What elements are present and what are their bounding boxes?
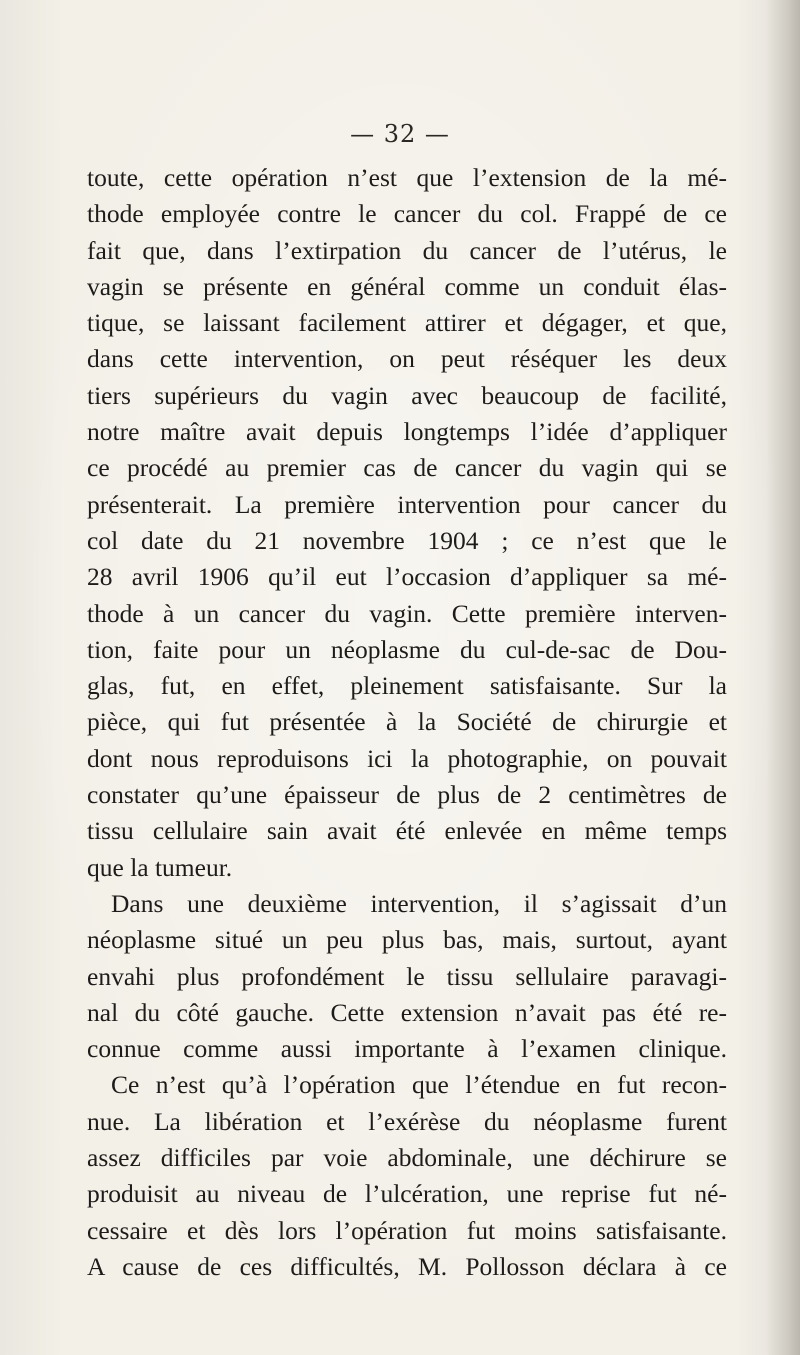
text-line: toute, cette opération n’est que l’extension de la mé- xyxy=(87,163,727,192)
text-line: 28 avril 1906 qu’il eut l’occasion d’appliquer sa mé- xyxy=(87,562,727,592)
text-line: produisit au niveau de l’ulcération, une reprise fut né- xyxy=(87,1179,727,1209)
page-number: — 32 — xyxy=(350,120,450,148)
text-line: présenterait. La première intervention pour cancer du xyxy=(87,489,727,519)
text-line: notre maître avait depuis longtemps l’idée d’appliquer xyxy=(87,417,727,447)
text-line: glas, fut, en effet, pleinement satisfaisante. Sur la xyxy=(87,671,727,701)
text-line: ce procédé au premier cas de cancer du vagin qui se xyxy=(87,453,727,483)
text-line: dans cette intervention, on peut réséquer les deux xyxy=(87,344,727,374)
text-line: col date du 21 novembre 1904 ; ce n’est que le xyxy=(87,525,727,555)
text-line: A cause de ces difficultés, M. Pollosson déclara à ce xyxy=(87,1251,727,1281)
text-line: tissu cellulaire sain avait été enlevée en même temps xyxy=(87,816,727,846)
body-text xyxy=(87,160,727,1285)
text-line: pièce, qui fut présentée à la Société de chirurgie et xyxy=(87,707,727,737)
text-line: tique, se laissant facilement attirer et dégager, et que, xyxy=(87,308,727,338)
text-line: assez difficiles par voie abdominale, une déchirure se xyxy=(87,1143,727,1173)
text-line: dont nous reproduisons ici la photographie, on pouvait xyxy=(87,743,727,773)
page-edge-shadow xyxy=(766,0,800,1355)
text-line: envahi plus profondément le tissu sellulaire paravagi- xyxy=(87,961,727,991)
text-line: tion, faite pour un néoplasme du cul-de-sac de Dou- xyxy=(87,634,727,664)
text-line: vagin se présente en général comme un conduit élas- xyxy=(87,271,727,301)
text-line: Ce n’est qu’à l’opération que l’étendue en fut recon- xyxy=(111,1070,727,1100)
text-line: que la tumeur. xyxy=(87,852,233,882)
text-line: nal du côté gauche. Cette extension n’avait pas été re- xyxy=(87,997,727,1027)
text-line: Dans une deuxième intervention, il s’agissait d’un xyxy=(111,888,727,918)
text-line: connue comme aussi importante à l’examen clinique. xyxy=(87,1034,727,1064)
text-line: tiers supérieurs du vagin avec beaucoup de facilité, xyxy=(87,380,727,410)
text-line: cessaire et dès lors l’opération fut moins satisfaisante. xyxy=(87,1215,727,1245)
text-line: thode employée contre le cancer du col. Frappé de ce xyxy=(87,199,727,229)
text-line: nue. La libération et l’exérèse du néoplasme furent xyxy=(87,1106,727,1136)
text-line: constater qu’une épaisseur de plus de 2 centimètres de xyxy=(87,780,727,810)
text-line: fait que, dans l’extirpation du cancer de l’utérus, le xyxy=(87,235,727,265)
text-line: néoplasme situé un peu plus bas, mais, surtout, ayant xyxy=(87,925,727,955)
text-line: thode à un cancer du vagin. Cette première interven- xyxy=(87,598,727,628)
